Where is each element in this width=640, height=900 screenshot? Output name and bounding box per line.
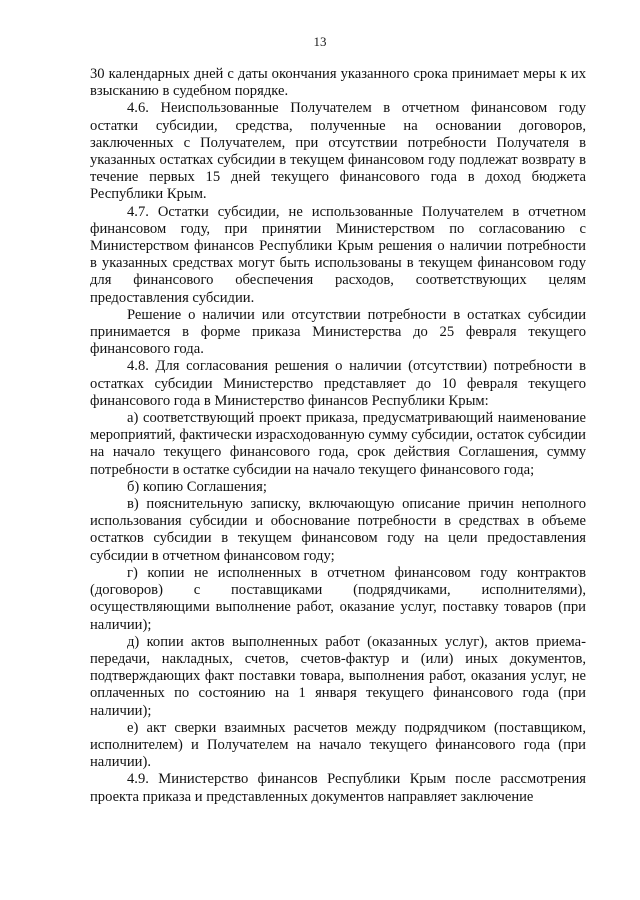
list-item-e: е) акт сверки взаимных расчетов между подрядчиком (поставщиком, исполнителем) и Получателем на начало текущего финансового года (при наличии). xyxy=(90,719,586,771)
list-item-v: в) пояснительную записку, включающую описание причин неполного использования субсидии и обоснование потребности в средствах в объеме остатков субсидии в текущем финансовом году на цели предоставления субсидии в отчетном финансовом году; xyxy=(90,496,586,564)
paragraph-4-9: 4.9. Министерство финансов Республики Крым после рассмотрения проекта приказа и представленных документов направляет заключение xyxy=(90,771,586,805)
list-item-d: д) копии актов выполненных работ (оказанных услуг), актов приема-передачи, накладных, счетов, счетов-фактур и (или) иных документов, подтверждающих факт поставки товара, выполнения работ, оказания услуг, не оплаченных по состоянию на 1 января текущего финансового года (при наличии); xyxy=(90,633,586,719)
paragraph-continuation: 30 календарных дней с даты окончания указанного срока принимает меры к их взысканию в судебном порядке. xyxy=(90,66,586,100)
paragraph-4-6: 4.6. Неиспользованные Получателем в отчетном финансовом году остатки субсидии, средства, полученные на основании договоров, заключенных с Получателем, при отсутствии потребности Получателя в указанных остатках субсидии в текущем финансовом году подлежат возврату в течение первых 15 дней текущего финансового года в доход бюджета Республики Крым. xyxy=(90,100,586,203)
list-item-b: б) копию Соглашения; xyxy=(127,478,267,495)
list-item-g: г) копии не исполненных в отчетном финансовом году контрактов (договоров) с поставщиками (подрядчиками, исполнителями), осуществляющими выполнение работ, оказание услуг, поставку товаров (при наличии); xyxy=(90,564,586,633)
paragraph-4-7: 4.7. Остатки субсидии, не использованные Получателем в отчетном финансовом году, при принятии Министерством по согласованию с Министерством финансов Республики Крым решения о наличии потребности в указанных средствах могут быть использованы в текущем финансовом году для финансового обеспечения расходов, соответствующих целям предоставления субсидии. xyxy=(90,203,586,306)
paragraph-decision: Решение о наличии или отсутствии потребности в остатках субсидии принимается в форме приказа Министерства до 25 февраля текущего финансового года. xyxy=(90,306,586,358)
paragraph-4-8: 4.8. Для согласования решения о наличии (отсутствии) потребности в остатках субсидии Министерство представляет до 10 февраля текущего финансового года в Министерство финансов Республики Крым: xyxy=(90,358,586,409)
page-number: 13 xyxy=(313,34,327,49)
document-body xyxy=(90,66,586,806)
list-item-a: а) соответствующий проект приказа, предусматривающий наименование мероприятий, фактически израсходованную сумму субсидии, остаток субсидии на начало текущего финансового года, срок действия Соглашения, сумму потребности в остатке субсидии на начало текущего финансового года; xyxy=(90,410,586,478)
